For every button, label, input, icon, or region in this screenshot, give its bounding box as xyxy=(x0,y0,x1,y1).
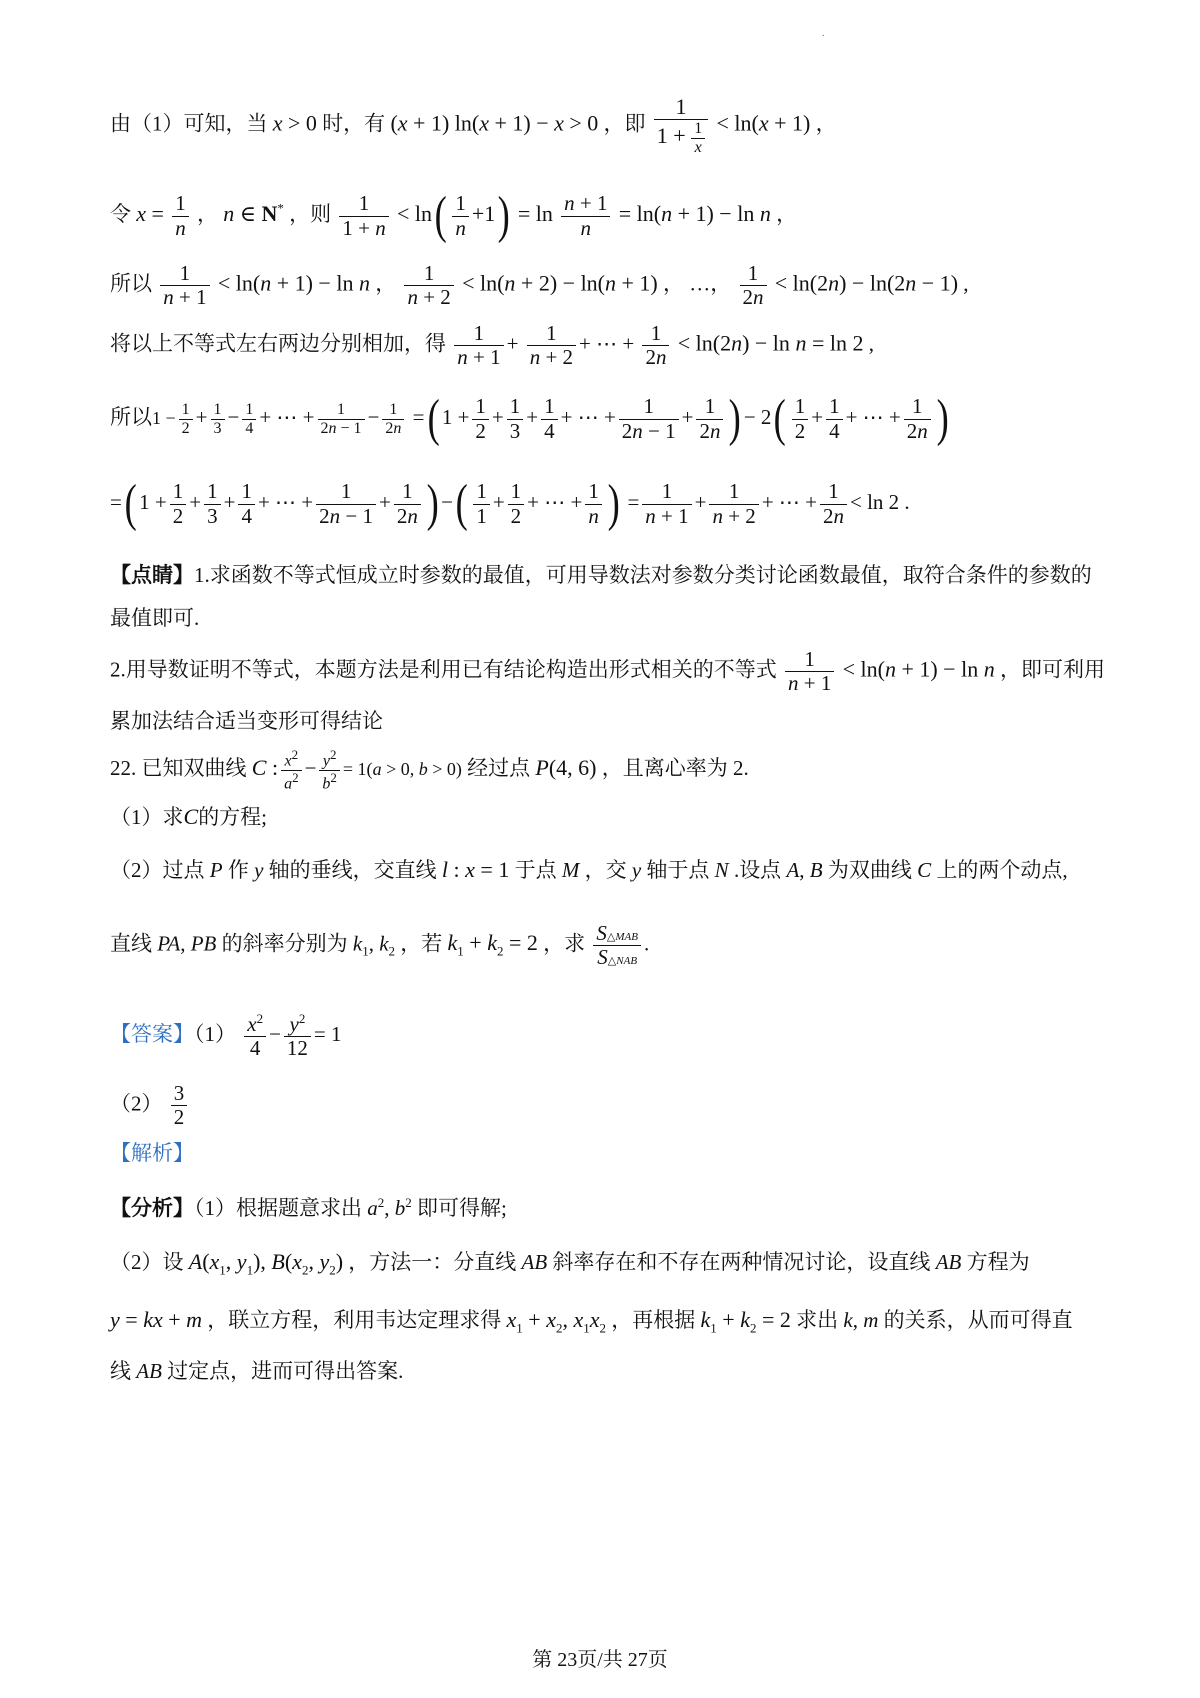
text: ，若 xyxy=(400,931,443,956)
text: （2）过点 xyxy=(110,858,205,882)
text: 于点 xyxy=(514,858,557,882)
text: 所以 xyxy=(110,404,152,429)
analysis-tag: 【解析】 xyxy=(110,1141,194,1165)
text: （1） xyxy=(194,1021,236,1046)
text: 所以 xyxy=(110,271,152,296)
text: 1.求函数不等式恒成立时参数的最值，可用导数法对参数分类讨论函数最值，取符合条件的参数的 xyxy=(194,563,1092,587)
text: （1）求 xyxy=(110,805,184,829)
analysis-line-1: 【分析】（1）根据题意求出 $a^2$, $b^2$ 即可得解; xyxy=(110,1195,507,1220)
text: ，方法一：分直线 xyxy=(348,1250,517,1274)
answer-tag: 【答案】 xyxy=(110,1021,194,1046)
proof-line-1: 由（1）可知，当 x > 0 时，有 (x + 1) ln(x + 1) − x > 0 ，即 1 1 + $\frac{1}{x}$ < ln(x + 1) ， xyxy=(110,94,837,156)
scan-dot: . xyxy=(822,28,825,39)
text: ，再根据 xyxy=(611,1308,696,1332)
remark-tag: 【点睛】 xyxy=(110,563,194,587)
proof-line-5: 所以1 − $\frac{1}{2}$ + $\frac{1}{3}$ − $\frac{1}{4}$ + ⋯ + $\frac{1}{2n - 1}$ − $\frac{1}{2n}$ =( 1 + $\frac{1}{2}$ + $\frac{1}{3}$ + $\frac{1}{4}$ + ⋯ + $\frac{1}{2n - 1}$ + $\frac{1}{2n}$ ) − 2( $\frac{1}{2}$ + $\frac{1}{4}$ + ⋯ + $\frac{1}{2n}$ ) xyxy=(110,390,949,447)
proof-line-4: 将以上不等式左右两边分别相加，得 $\frac{1}{n + 1}$ + $\frac{1}{n + 2}$ + ⋯ + $\frac{1}{2n}$ < ln(2n) − ln n = ln 2 , xyxy=(110,321,874,370)
fraction: 1 1 + $\frac{1}{x}$ xyxy=(654,95,708,156)
text: ，即 xyxy=(603,111,646,136)
text: 作 xyxy=(227,858,249,882)
text: 由（1）可知，当 xyxy=(110,111,268,136)
proof-line-3: 所以 $\frac{1}{n + 1}$ < ln(n + 1) − ln n ， $\frac{1}{n + 2}$ < ln(n + 2) − ln(n + 1) ， …， $\frac{1}{2n}$ < ln(2n) − ln(2n − 1) , xyxy=(110,261,969,310)
text: 2.用导数证明不等式，本题方法是利用已有结论构造出形式相关的不等式 xyxy=(110,657,777,682)
analysis-line-3: y = kx + m ，联立方程，利用韦达定理求得 $x_1 + x_2$, $x_1x_2$ ，再根据 $k_1 + k_2 = 2$ 求出 k, m 的关系，从而可得直 xyxy=(110,1307,1073,1336)
proof-line-6: =( 1 + $\frac{1}{2}$ + $\frac{1}{3}$ + $\frac{1}{4}$ + ⋯ + $\frac{1}{2n - 1}$ + $\frac{1}{2n}$ ) −( $\frac{1}{1}$ + $\frac{1}{2}$ + ⋯ + $\frac{1}{n}$ ) = $\frac{1}{n + 1}$ + $\frac{1}{n + 2}$ + ⋯ + $\frac{1}{2n}$ < ln 2 . xyxy=(110,475,910,532)
text: 将以上不等式左右两边分别相加，得 xyxy=(110,331,446,356)
proof-line-2: 令 x = $\frac{1}{n}$ ， n ∈ N* ，则 $\frac{1}{1 + n}$ < ln( $\frac{1}{n}$ +1) = ln $\frac{n + 1}{n}$ = ln(n + 1) − ln n ， xyxy=(110,187,798,244)
remark-line-1 xyxy=(110,560,1100,590)
text: ， xyxy=(196,201,218,226)
text: 令 xyxy=(110,201,131,226)
text: 斜率存在和不存在两种情况讨论，设直线 xyxy=(552,1250,931,1274)
text: ，则 xyxy=(289,201,332,226)
text: 的方程; xyxy=(198,805,268,829)
text: 的关系，从而可得直 xyxy=(883,1308,1073,1332)
text: 为双曲线 xyxy=(827,858,912,882)
text: （1）根据题意求出 xyxy=(194,1196,362,1220)
fraction: $\frac{1}{n}$ xyxy=(172,192,189,239)
text: 经过点 xyxy=(467,756,531,781)
text: ，求 xyxy=(543,931,586,956)
analysis-heading xyxy=(110,1138,1100,1168)
text: ，联立方程，利用韦达定理求得 xyxy=(207,1308,502,1332)
text: （2）设 xyxy=(110,1250,184,1274)
text: 求出 xyxy=(796,1308,839,1332)
text: 过定点，进而可得出答案. xyxy=(167,1359,404,1383)
analysis-line-2: （2）设 $A(x_1$, $y_1$), $B(x_2$, $y_2$) ，方法一：分直线 AB 斜率存在和不存在两种情况讨论，设直线 AB 方程为 xyxy=(110,1249,1030,1278)
text: 上的两个动点, xyxy=(936,858,1068,882)
answer-line-2: （2） $\frac{3}{2}$ xyxy=(110,1082,1100,1129)
text: 直线 xyxy=(110,931,152,956)
remark-line-1b xyxy=(110,603,1100,633)
text: ，且离心率为 2. xyxy=(601,756,749,781)
text: 的斜率分别为 xyxy=(221,931,348,956)
text: 22. 已知双曲线 xyxy=(110,756,247,781)
text: ，即可利用 xyxy=(999,657,1105,682)
text: ，交 xyxy=(584,858,627,882)
remark-line-2c xyxy=(110,706,1100,736)
text: （2） xyxy=(110,1091,163,1116)
text: 线 xyxy=(110,1359,131,1383)
text: 方程为 xyxy=(966,1250,1030,1274)
problem-22-q2: （2）过点 P 作 y 轴的垂线，交直线 l : x = 1 于点 M ，交 y 轴于点 N .设点 A, B 为双曲线 C 上的两个动点, xyxy=(110,857,1068,882)
text: 时，有 xyxy=(322,111,386,136)
answer-line-1: 【答案】（1） $\frac{x^2}{4}$ − $\frac{y^2}{12}$ = 1 xyxy=(110,1011,342,1061)
text: 最值即可. xyxy=(110,606,200,630)
text: 累加法结合适当变形可得结论 xyxy=(110,709,383,733)
remark-line-2: 2.用导数证明不等式，本题方法是利用已有结论构造出形式相关的不等式 $\frac{1}{n + 1}$ < ln(n + 1) − ln n ，即可利用 xyxy=(110,647,1105,696)
text: 即可得解; xyxy=(417,1196,507,1220)
page-footer: 第 23页/共 27页 xyxy=(532,1649,668,1671)
analysis-line-4: 线 AB 过定点，进而可得出答案. xyxy=(110,1359,404,1383)
text: .设点 xyxy=(733,858,782,882)
text: 轴于点 xyxy=(646,858,710,882)
text: 轴的垂线，交直线 xyxy=(268,858,437,882)
problem-22-q2-cont: 直线 PA, PB 的斜率分别为 $k_1$, $k_2$ ，若 $k_1 + k_2 = 2$ ，求 $\frac{\text{S△MAB}}{\text{S△NAB}}$ . xyxy=(110,921,650,970)
problem-22-q1: （1）求C的方程; xyxy=(110,804,268,829)
problem-22-statement: 22. 已知双曲线 C : $\frac{x^2}{a^2}$ − $\frac{y^2}{b^2}$ = 1(a > 0, b > 0) 经过点 P(4, 6) ，且离心率为 2. xyxy=(110,747,749,793)
fenxi-tag: 【分析】 xyxy=(110,1196,194,1220)
